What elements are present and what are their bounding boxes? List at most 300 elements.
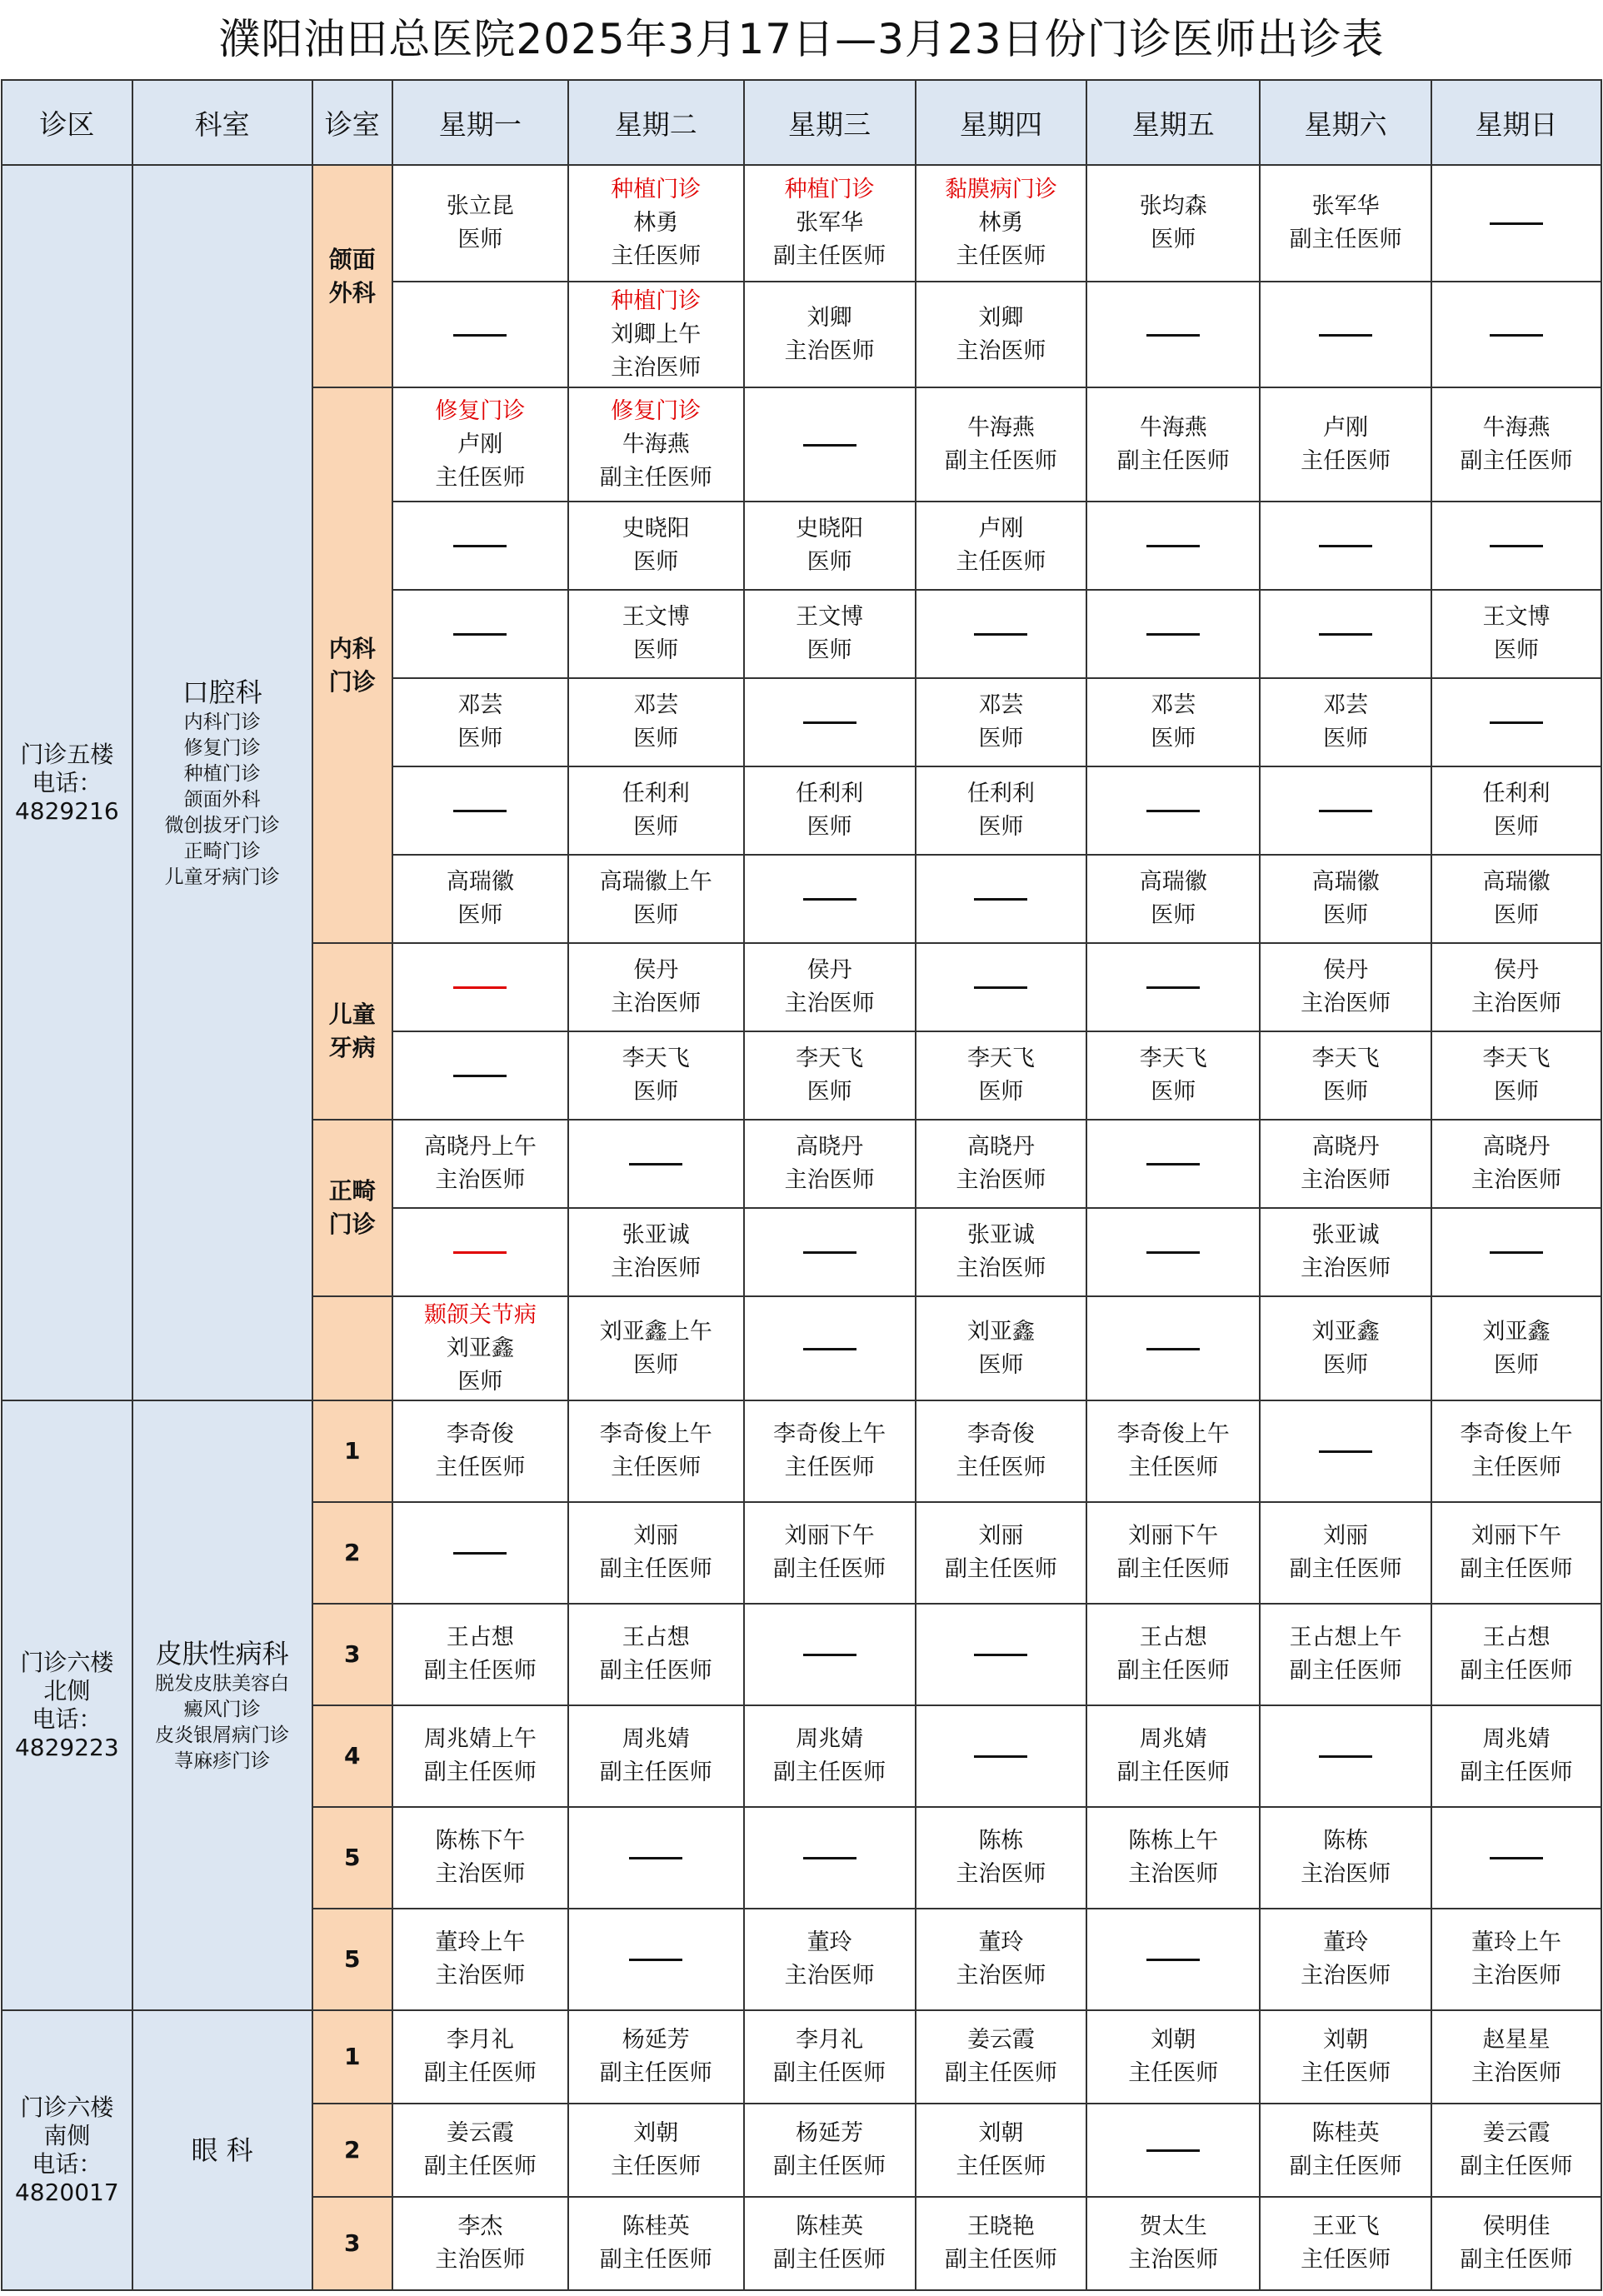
room-label: 门诊 [328,667,376,696]
room-cell [312,165,392,387]
doctor-line: 主治医师 [784,1167,875,1193]
schedule-cell [916,1120,1087,1208]
zone-line: 4820017 [14,2179,119,2206]
doctor-line: 副主任医师 [1460,2154,1573,2179]
department-clinic: 修复门诊 [183,737,261,759]
doctor-line: 副主任医师 [1460,447,1573,474]
special-clinic-label: 修复门诊 [435,397,526,424]
department-cell [132,1400,312,2010]
no-clinic-dash [803,898,856,901]
schedule-cell [392,1502,568,1604]
schedule-cell [744,1296,916,1400]
doctor-line: 张军华 [1311,193,1380,219]
schedule-cell [392,387,568,502]
no-clinic-dash [1146,810,1200,812]
doctor-line: 李天飞 [796,1046,864,1071]
doctor-line: 副主任医师 [1460,1759,1573,1785]
doctor-line: 高晓丹 [1482,1134,1551,1160]
no-clinic-dash [453,545,507,547]
department-clinic: 颌面外科 [183,789,261,811]
doctor-line: 主任医师 [1128,1455,1219,1480]
doctor-line: 卢刚 [978,516,1024,542]
no-clinic-dash [629,1857,682,1859]
doctor-line: 刘丽下午 [784,1523,875,1549]
doctor-line: 邓芸 [457,692,503,718]
header-zone: 诊区 [2,80,132,165]
doctor-line: 副主任医师 [944,2247,1057,2273]
doctor-line: 副主任医师 [773,243,886,269]
schedule-cell [1431,2104,1601,2197]
doctor-line: 主治医师 [1301,991,1391,1016]
schedule-cell [916,1604,1087,1705]
schedule-cell [568,1120,744,1208]
department-clinic: 内科门诊 [183,711,261,733]
doctor-line: 副主任医师 [599,2247,712,2273]
doctor-line: 副主任医师 [423,2154,537,2179]
schedule-cell [568,855,744,943]
doctor-line: 侯明佳 [1482,2214,1551,2239]
room-label: 5 [343,1844,361,1871]
doctor-line: 刘卿 [978,304,1024,331]
room-cell [312,2104,392,2197]
schedule-cell [916,387,1087,502]
no-clinic-dash [1319,1755,1372,1758]
department-clinic: 正畸门诊 [183,841,261,862]
schedule-cell [568,1296,744,1400]
no-clinic-dash [1146,334,1200,337]
doctor-line: 主任医师 [611,2154,702,2179]
schedule-cell [1431,2197,1601,2290]
doctor-line: 主治医师 [1301,1255,1391,1281]
doctor-line: 医师 [457,1368,503,1395]
no-clinic-dash [974,633,1027,636]
doctor-line: 主治医师 [1301,1963,1391,1989]
schedule-cell [1086,502,1260,590]
schedule-cell [744,387,916,502]
doctor-line: 陈栋 [1323,1828,1369,1854]
schedule-cell [1086,1296,1260,1400]
schedule-cell [1086,387,1260,502]
doctor-line: 医师 [1323,1079,1369,1105]
header-thursday: 星期四 [916,80,1087,165]
schedule-cell [1431,1604,1601,1705]
doctor-line: 邓芸 [1323,692,1369,718]
doctor-line: 医师 [1494,902,1540,928]
schedule-cell [392,1807,568,1909]
doctor-line: 主治医师 [611,354,702,381]
schedule-cell [1431,678,1601,766]
doctor-line: 主治医师 [1128,1861,1219,1887]
doctor-line: 医师 [1151,1079,1196,1105]
schedule-body [2,165,1601,2290]
schedule-cell [744,2197,916,2290]
schedule-cell [1260,2197,1431,2290]
schedule-cell [1260,165,1431,282]
doctor-line: 任利利 [1482,781,1551,806]
doctor-line: 陈栋上午 [1128,1828,1219,1854]
no-clinic-dash [453,986,507,989]
schedule-cell [392,1031,568,1120]
page-title: 濮阳油田总医院2025年3月17日—3月23日份门诊医师出诊表 [218,15,1385,63]
schedule-cell [916,2010,1087,2104]
zone-line: 门诊六楼 [20,2094,114,2121]
doctor-line: 李杰 [457,2214,503,2239]
header-monday: 星期一 [392,80,568,165]
doctor-line: 主任医师 [1301,447,1391,474]
schedule-cell [1431,165,1601,282]
doctor-line: 张亚诚 [622,1222,690,1248]
doctor-line: 王占想上午 [1289,1625,1402,1650]
room-label: 2 [343,1539,361,1566]
doctor-line: 主治医师 [956,1255,1046,1281]
doctor-line: 周兆婧上午 [423,1726,537,1752]
doctor-line: 高晓丹 [796,1134,864,1160]
room-cell [312,1604,392,1705]
doctor-line: 董玲上午 [435,1929,526,1955]
schedule-cell [392,590,568,678]
doctor-line: 张亚诚 [1311,1222,1380,1248]
schedule-cell [1086,1807,1260,1909]
doctor-line: 张军华 [796,210,864,236]
doctor-line: 副主任医师 [1460,1556,1573,1582]
doctor-line: 刘卿上午 [611,321,702,347]
special-clinic-label: 种植门诊 [784,177,875,202]
doctor-line: 牛海燕 [1139,414,1207,441]
schedule-cell [744,1208,916,1296]
no-clinic-dash [1319,545,1372,547]
doctor-line: 主任医师 [435,1455,526,1480]
schedule-cell [1431,1502,1601,1604]
schedule-cell [1260,943,1431,1031]
schedule-cell [568,766,744,855]
no-clinic-dash [974,986,1027,989]
doctor-line: 医师 [1151,902,1196,928]
department-clinic: 癜风门诊 [183,1699,261,1720]
doctor-line: 副主任医师 [773,1759,886,1785]
schedule-cell [1260,1502,1431,1604]
room-cell [312,1807,392,1909]
schedule-cell [1086,165,1260,282]
table-row [2,2010,1601,2104]
doctor-line: 高瑞徽 [446,869,514,895]
header-friday: 星期五 [1086,80,1260,165]
schedule-cell [1431,1400,1601,1502]
schedule-cell [1086,766,1260,855]
department-clinic: 皮炎银屑病门诊 [155,1724,290,1746]
schedule-cell [1431,502,1601,590]
schedule-cell [568,1604,744,1705]
no-clinic-dash [1146,986,1200,989]
no-clinic-dash [974,898,1027,901]
schedule-cell [1431,1705,1601,1807]
doctor-line: 副主任医师 [599,464,712,491]
schedule-table [1,79,1602,2291]
doctor-line: 主治医师 [435,2247,526,2273]
doctor-line: 医师 [1323,1351,1369,1378]
doctor-line: 主任医师 [956,1455,1046,1480]
doctor-line: 林勇 [633,210,679,236]
room-label: 颌面 [328,245,376,273]
no-clinic-dash [1146,2149,1200,2152]
doctor-line: 副主任医师 [1460,2247,1573,2273]
room-label: 3 [343,2229,361,2257]
schedule-cell [1431,1120,1601,1208]
schedule-cell [392,2197,568,2290]
doctor-line: 卢刚 [1323,414,1369,441]
schedule-cell [744,590,916,678]
doctor-line: 卢刚 [457,431,503,457]
no-clinic-dash [453,1075,507,1077]
schedule-cell [744,943,916,1031]
room-label: 1 [343,2043,361,2070]
no-clinic-dash [803,1857,856,1859]
table-row [2,165,1601,282]
doctor-line: 侯丹 [633,957,679,983]
no-clinic-dash [1319,334,1372,337]
department-clinic: 儿童牙病门诊 [164,866,280,888]
doctor-line: 刘丽下午 [1128,1523,1219,1549]
schedule-cell [1260,502,1431,590]
schedule-cell [916,766,1087,855]
room-label: 外科 [328,278,376,307]
zone-line: 电话： [32,1705,102,1733]
doctor-line: 李奇俊 [446,1421,514,1447]
doctor-line: 杨延芳 [796,2120,864,2146]
doctor-line: 李天飞 [966,1046,1035,1071]
doctor-line: 主任医师 [1301,2247,1391,2273]
schedule-cell [1260,1807,1431,1909]
schedule-cell [392,678,568,766]
no-clinic-dash [453,1552,507,1555]
doctor-line: 医师 [978,726,1024,751]
doctor-line: 医师 [1494,637,1540,663]
schedule-cell [392,1120,568,1208]
schedule-cell [1431,387,1601,502]
doctor-line: 刘丽 [978,1523,1024,1549]
room-cell [312,1296,392,1400]
schedule-cell [392,2104,568,2197]
doctor-line: 主治医师 [784,337,875,364]
doctor-line: 主治医师 [435,1963,526,1989]
doctor-line: 高瑞徽 [1482,869,1551,895]
schedule-cell [1260,1705,1431,1807]
room-label: 正畸 [328,1177,376,1205]
schedule-cell [568,1807,744,1909]
doctor-line: 医师 [633,1351,679,1378]
doctor-line: 李天飞 [1311,1046,1380,1071]
doctor-line: 刘朝 [978,2120,1024,2146]
doctor-line: 王文博 [1482,604,1551,630]
schedule-cell [1431,1909,1601,2010]
doctor-line: 副主任医师 [1460,1658,1573,1684]
room-cell [312,1400,392,1502]
doctor-line: 刘丽 [1323,1523,1369,1549]
special-clinic-label: 种植门诊 [611,287,702,314]
doctor-line: 副主任医师 [423,1658,537,1684]
no-clinic-dash [1490,222,1543,225]
doctor-line: 李奇俊 [966,1421,1035,1447]
doctor-line: 主治医师 [611,1255,702,1281]
special-clinic-label: 种植门诊 [611,177,702,202]
schedule-cell [1260,1296,1431,1400]
schedule-cell [1260,1909,1431,2010]
schedule-cell [392,1400,568,1502]
doctor-line: 邓芸 [978,692,1024,718]
department-name: 口腔科 [182,676,262,708]
doctor-line: 刘丽下午 [1471,1523,1562,1549]
doctor-line: 医师 [633,902,679,928]
schedule-cell [568,678,744,766]
schedule-cell [392,2010,568,2104]
schedule-cell [1086,1604,1260,1705]
schedule-cell [1431,1296,1601,1400]
special-clinic-label: 颞颌关节病 [423,1301,537,1328]
doctor-line: 刘亚鑫 [1482,1318,1551,1345]
doctor-line: 副主任医师 [1116,447,1230,474]
doctor-line: 主任医师 [611,1455,702,1480]
room-label: 3 [343,1640,361,1668]
room-label: 牙病 [328,1034,376,1061]
schedule-cell [568,1400,744,1502]
schedule-cell [392,1296,568,1400]
room-label: 门诊 [328,1210,376,1238]
doctor-line: 王晓艳 [966,2214,1035,2239]
doctor-line: 侯丹 [1323,957,1369,983]
doctor-line: 主任医师 [956,243,1046,269]
schedule-cell [1431,1208,1601,1296]
special-clinic-label: 黏膜病门诊 [944,177,1057,202]
doctor-line: 主治医师 [1471,991,1562,1016]
doctor-line: 王占想 [446,1625,514,1650]
doctor-line: 医师 [1323,902,1369,928]
no-clinic-dash [453,334,507,337]
schedule-cell [1431,943,1601,1031]
doctor-line: 副主任医师 [599,1759,712,1785]
no-clinic-dash [1319,810,1372,812]
zone-line: 4829216 [14,796,119,825]
room-label: 儿童 [328,1001,376,1028]
schedule-cell [568,1031,744,1120]
schedule-cell [1086,855,1260,943]
schedule-cell [916,1705,1087,1807]
no-clinic-dash [1146,1959,1200,1961]
doctor-line: 主任医师 [1301,2060,1391,2086]
schedule-cell [1431,1031,1601,1120]
no-clinic-dash [1490,1251,1543,1254]
doctor-line: 牛海燕 [622,431,690,457]
schedule-cell [1431,2010,1601,2104]
schedule-cell [916,502,1087,590]
schedule-cell [744,1807,916,1909]
doctor-line: 副主任医师 [423,2060,537,2086]
doctor-line: 牛海燕 [966,414,1035,441]
doctor-line: 主治医师 [784,991,875,1016]
room-cell [312,1120,392,1296]
schedule-cell [916,1502,1087,1604]
doctor-line: 主任医师 [784,1455,875,1480]
doctor-line: 副主任医师 [1116,1759,1230,1785]
doctor-line: 李天飞 [1482,1046,1551,1071]
schedule-cell [916,2104,1087,2197]
doctor-line: 副主任医师 [423,1759,537,1785]
doctor-line: 医师 [978,1079,1024,1105]
schedule-cell [744,1400,916,1502]
department-clinic: 微创拔牙门诊 [164,815,280,836]
header-row [2,80,1601,165]
schedule-cell [1086,1502,1260,1604]
schedule-cell [1260,2104,1431,2197]
header-saturday: 星期六 [1260,80,1431,165]
schedule-cell [392,855,568,943]
schedule-cell [1086,1031,1260,1120]
schedule-cell [392,502,568,590]
doctor-line: 刘亚鑫上午 [599,1318,712,1345]
department-clinic: 荨麻疹门诊 [174,1750,271,1772]
schedule-cell [568,282,744,387]
zone-line: 4829223 [14,1734,119,1761]
doctor-line: 侯丹 [1494,957,1540,983]
schedule-cell [392,943,568,1031]
doctor-line: 医师 [978,1351,1024,1378]
schedule-cell [568,2010,744,2104]
room-cell [312,387,392,943]
schedule-cell [1086,1208,1260,1296]
doctor-line: 高晓丹上午 [423,1134,537,1160]
doctor-line: 陈桂英 [1311,2120,1380,2146]
doctor-line: 邓芸 [1151,692,1196,718]
doctor-line: 陈桂英 [796,2214,864,2239]
header-department: 科室 [132,80,312,165]
doctor-line: 任利利 [796,781,864,806]
doctor-line: 医师 [806,549,852,575]
zone-line: 门诊五楼 [20,740,114,768]
no-clinic-dash [1319,633,1372,636]
doctor-line: 董玲 [806,1929,852,1955]
doctor-line: 姜云霞 [446,2120,514,2146]
doctor-line: 李月礼 [446,2027,514,2053]
doctor-line: 刘朝 [1323,2027,1369,2053]
doctor-line: 医师 [1494,1351,1540,1378]
schedule-cell [1086,1705,1260,1807]
doctor-line: 史晓阳 [796,516,864,542]
doctor-line: 周兆婧 [796,1726,864,1752]
doctor-line: 王亚飞 [1311,2214,1380,2239]
doctor-line: 副主任医师 [599,1556,712,1582]
schedule-cell [916,590,1087,678]
schedule-cell [1260,282,1431,387]
doctor-line: 陈栋 [978,1828,1024,1854]
schedule-cell [744,1120,916,1208]
doctor-line: 主治医师 [611,991,702,1016]
doctor-line: 医师 [457,227,503,252]
schedule-cell [1086,2104,1260,2197]
doctor-line: 主治医师 [435,1861,526,1887]
schedule-cell [568,1909,744,2010]
schedule-cell [744,1705,916,1807]
no-clinic-dash [1146,633,1200,636]
doctor-line: 刘朝 [1151,2027,1196,2053]
schedule-cell [1431,282,1601,387]
doctor-line: 副主任医师 [773,2154,886,2179]
schedule-cell [744,1604,916,1705]
doctor-line: 高瑞徽 [1139,869,1207,895]
schedule-cell [568,165,744,282]
doctor-line: 医师 [633,1079,679,1105]
schedule-cell [744,678,916,766]
room-cell [312,1705,392,1807]
doctor-line: 刘朝 [633,2120,679,2146]
doctor-line: 医师 [806,637,852,663]
